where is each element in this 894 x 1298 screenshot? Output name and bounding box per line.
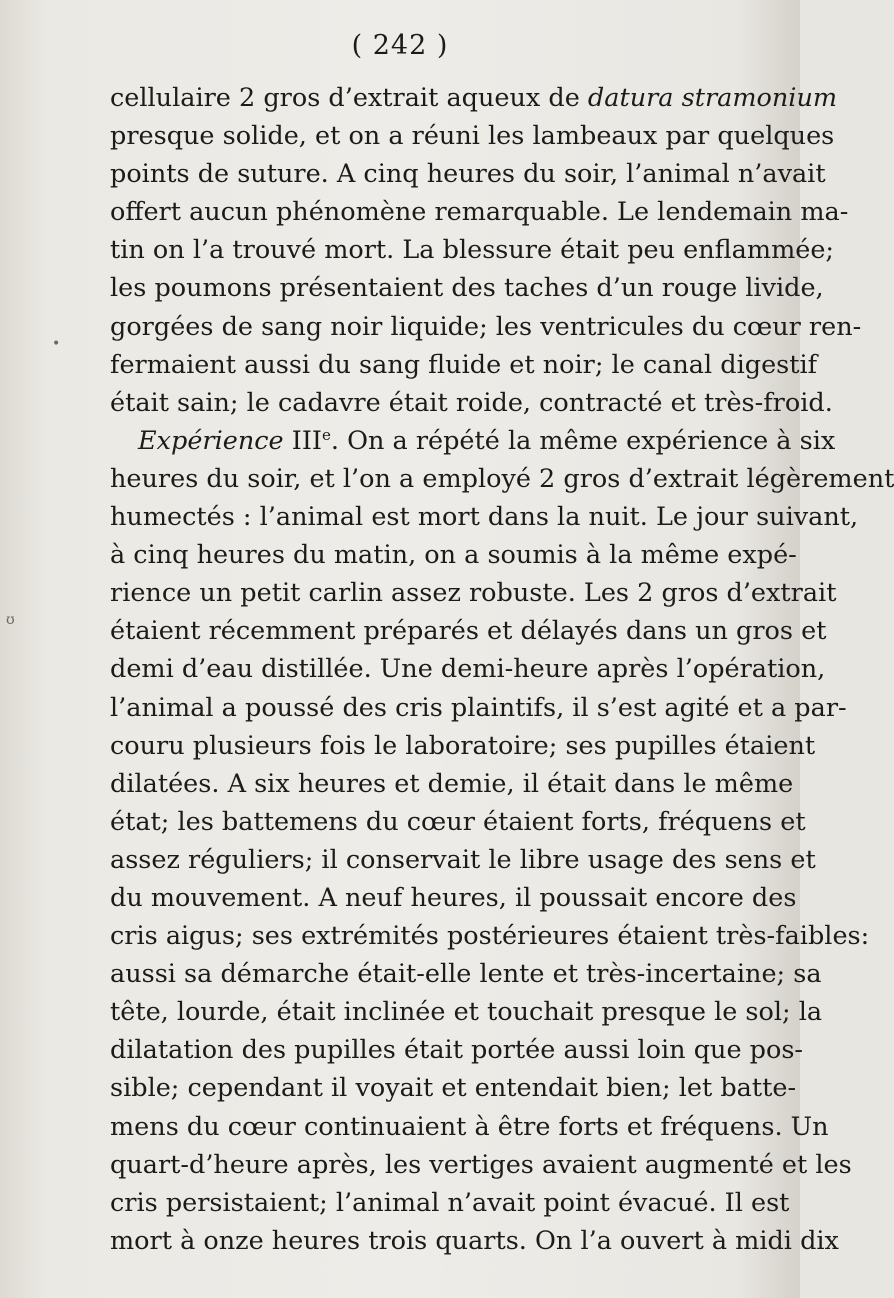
text-line: [110, 1146, 852, 1184]
text-segment: rience un petit carlin assez robuste. Les 2 gros d’extrait: [110, 578, 837, 609]
text-segment: points de suture. A cinq heures du soir, l’animal n’avait: [110, 159, 826, 190]
text-segment: offert aucun phénomène remarquable. Le lendemain ma-: [110, 197, 849, 228]
text-segment: heures du soir, et l’on a employé 2 gros d’extrait légèrement: [110, 463, 894, 494]
text-line: [110, 79, 838, 117]
text-line: [110, 727, 816, 765]
text-line: [110, 308, 862, 346]
text-line: [110, 650, 826, 688]
text-line: [110, 803, 806, 841]
body-text: [110, 79, 894, 1260]
text-segment: quart-d’heure après, les vertiges avaient augmenté et les: [110, 1149, 852, 1180]
text-segment: assez réguliers; il conservait le libre usage des sens et: [110, 844, 816, 875]
text-segment: III: [283, 425, 322, 456]
text-line: [110, 1222, 839, 1260]
text-segment: du mouvement. A neuf heures, il poussait encore des: [110, 882, 797, 913]
text-segment: demi d’eau distillée. Une demi-heure après l’opération,: [110, 654, 826, 685]
text-segment: était sain; le cadavre était roide, contracté et très-froid.: [110, 387, 833, 418]
text-line: [110, 117, 835, 155]
text-segment: presque solide, et on a réuni les lambeaux par quelques: [110, 121, 835, 152]
text-segment: datura stramonium: [587, 83, 838, 113]
text-line: [110, 689, 847, 727]
text-line: [110, 1031, 804, 1069]
text-line: [110, 269, 824, 307]
text-segment: dilatation des pupilles était portée aussi loin que pos-: [110, 1035, 804, 1066]
text-line: [110, 841, 816, 879]
text-line: [110, 155, 826, 193]
text-segment: l’animal a poussé des cris plaintifs, il s’est agité et a par-: [110, 692, 847, 723]
text-line: [110, 574, 837, 612]
text-line: [110, 917, 870, 955]
text-segment: à cinq heures du matin, on a soumis à la même expé-: [110, 540, 797, 571]
text-segment: mens du cœur continuaient à être forts et fréquens. Un: [110, 1111, 829, 1142]
text-segment: sible; cependant il voyait et entendait bien; let batte-: [110, 1073, 797, 1104]
text-segment: e: [321, 425, 331, 444]
page-number: ( 242 ): [351, 30, 449, 61]
text-line: [110, 765, 794, 803]
text-segment: aussi sa démarche était-elle lente et très-incertaine; sa: [110, 959, 822, 990]
text-line: [110, 1069, 797, 1107]
text-segment: gorgées de sang noir liquide; les ventricules du cœur ren-: [110, 311, 862, 342]
text-segment: tin on l’a trouvé mort. La blessure était peu enflammée;: [110, 235, 835, 266]
text-line: [110, 993, 823, 1031]
text-line: [110, 879, 797, 917]
text-segment: étaient récemment préparés et délayés dans un gros et: [110, 616, 827, 647]
text-line: [110, 1108, 829, 1146]
text-segment: couru plusieurs fois le laboratoire; ses pupilles étaient: [110, 730, 816, 761]
margin-mark: •: [52, 336, 61, 352]
text-segment: cris persistaient; l’animal n’avait point évacué. Il est: [110, 1187, 790, 1218]
text-line: [110, 955, 822, 993]
text-segment: les poumons présentaient des taches d’un rouge livide,: [110, 273, 824, 304]
text-segment: mort à onze heures trois quarts. On l’a ouvert à midi dix: [110, 1225, 839, 1256]
text-segment: . On a répété la même expérience à six: [330, 425, 836, 456]
text-segment: dilatées. A six heures et demie, il était dans le même: [110, 768, 794, 799]
text-line: [110, 346, 818, 384]
text-line: [110, 422, 836, 460]
margin-mark: ʊ: [6, 612, 15, 628]
text-segment: état; les battemens du cœur étaient forts, fréquens et: [110, 806, 806, 837]
text-line: [110, 498, 859, 536]
text-line: [110, 1184, 790, 1222]
text-segment: cellulaire 2 gros d’extrait aqueux de: [110, 83, 588, 113]
text-line: [110, 193, 849, 231]
text-line: [110, 612, 827, 650]
text-segment: cris aigus; ses extrémités postérieures étaient très-faibles:: [110, 921, 870, 952]
text-segment: fermaient aussi du sang fluide et noir; le canal digestif: [110, 349, 818, 380]
text-line: [110, 231, 835, 269]
text-line: [110, 536, 797, 574]
text-line: [110, 384, 833, 422]
text-segment: tête, lourde, était inclinée et touchait presque le sol; la: [110, 997, 823, 1028]
text-line: [110, 460, 894, 498]
text-segment: Expérience: [138, 425, 284, 456]
text-segment: humectés : l’animal est mort dans la nuit. Le jour suivant,: [110, 502, 859, 533]
